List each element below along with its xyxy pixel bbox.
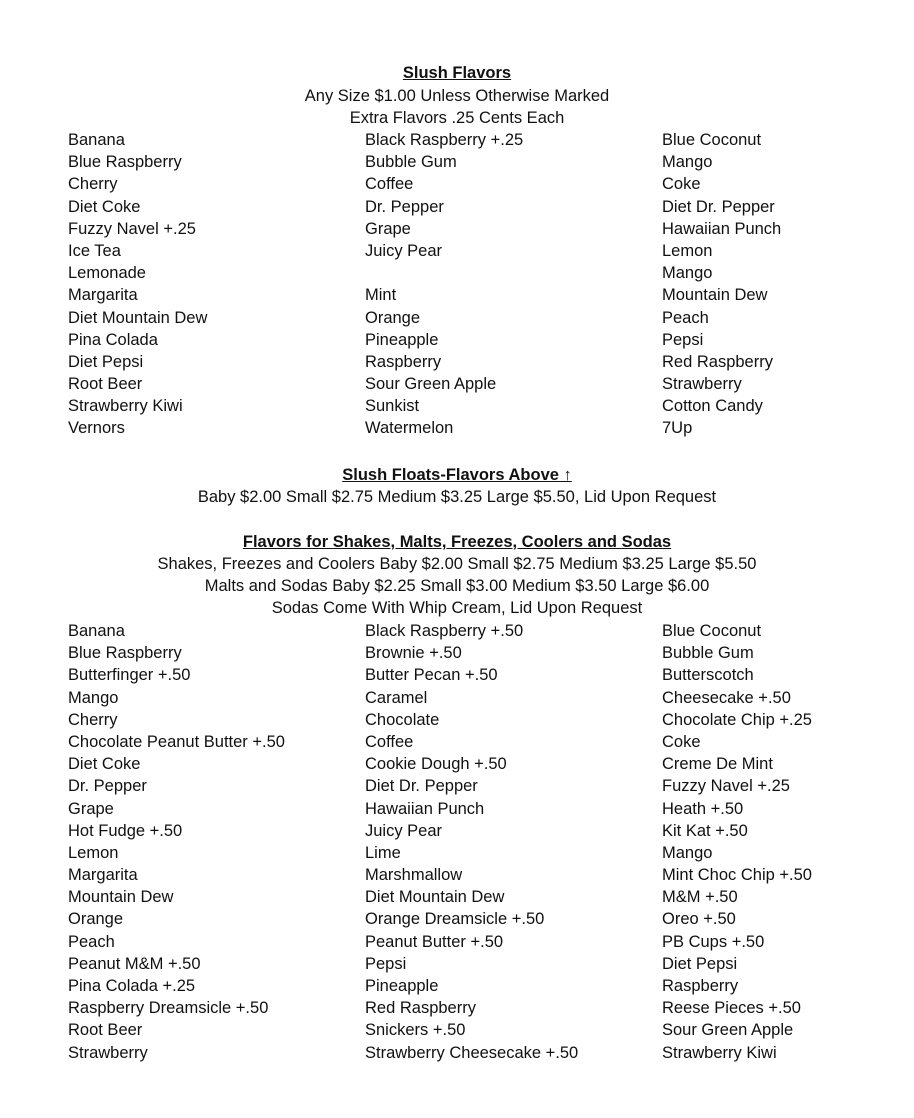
flavor-item: Vernors [68,419,125,438]
flavor-item: Oreo +.50 [662,910,736,929]
flavor-item: Coke [662,175,701,194]
flavor-item: Root Beer [68,375,143,394]
shakes-column-2 [365,620,662,1064]
flavor-item: Creme De Mint [662,755,773,774]
flavor-item: Lemonade [68,264,146,283]
flavor-item: PB Cups +.50 [662,932,765,951]
flavor-item: Mountain Dew [662,286,768,305]
flavor-item: Dr. Pepper [68,777,147,796]
flavor-item: Caramel [365,688,428,707]
flavor-item: Peanut M&M +.50 [68,954,201,973]
slush-extra-line: Extra Flavors .25 Cents Each [349,109,565,127]
flavor-item: Cheesecake +.50 [662,688,791,707]
flavor-item: Coffee [365,175,414,194]
flavor-item: Fuzzy Navel +.25 [68,219,196,238]
flavor-item: Grape [365,219,411,238]
flavor-item: Strawberry [68,1043,148,1062]
flavor-item: Grape [68,799,114,818]
flavor-item: Blue Coconut [662,622,762,640]
flavor-item: M&M +.50 [662,888,738,907]
flavor-item: Coffee [365,732,414,751]
flavor-item: Mountain Dew [68,888,174,907]
shakes-column-1 [68,620,365,1064]
flavor-item: Bubble Gum [365,153,457,172]
flavor-item: Diet Dr. Pepper [662,197,775,216]
flavor-item: Diet Mountain Dew [68,308,208,327]
flavor-item: Juicy Pear [365,241,443,260]
flavor-item: Chocolate Chip +.25 [662,710,812,729]
flavor-item: Pineapple [365,977,439,995]
flavor-item: Strawberry [662,375,742,394]
flavor-item: Orange [365,308,421,327]
flavor-item: Pineapple [365,330,439,349]
slush-heading: Slush Flavors [402,64,512,82]
flavor-item: Peach [68,932,115,951]
flavor-item: Fuzzy Navel +.25 [662,777,790,796]
flavor-item: Chocolate Peanut Butter +.50 [68,732,285,751]
flavor-item: Black Raspberry +.25 [365,131,524,149]
flavor-item: Brownie +.50 [365,644,462,663]
flavor-item: Pepsi [365,954,407,973]
flavor-item: Raspberry Dreamsicle +.50 [68,999,269,1018]
flavor-item: Butter Pecan +.50 [365,666,498,685]
flavor-item: Sunkist [365,397,420,416]
flavor-item: Strawberry Kiwi [68,397,183,416]
flavor-item: Lime [365,843,401,862]
flavor-item: Mint Choc Chip +.50 [662,866,812,885]
flavor-item: Blue Raspberry [68,644,182,663]
flavor-item: Banana [68,131,125,149]
flavor-item: Lemon [662,241,713,260]
flavor-item: Hawaiian Punch [662,219,782,238]
malts-price-line: Malts and Sodas Baby $2.25 Small $3.00 Medium $3.50 Large $6.00 [204,577,710,595]
flavor-item: Raspberry [662,977,739,995]
flavor-item: Red Raspberry [662,352,773,371]
flavor-item: Diet Coke [68,755,141,774]
flavor-item: Mango [662,264,713,283]
flavor-item: Butterfinger +.50 [68,666,191,685]
flavor-item: Cherry [68,710,118,729]
flavor-item: Margarita [68,866,138,885]
flavor-item: Chocolate [365,710,440,729]
flavor-item: Cotton Candy [662,397,763,416]
flavor-item: Orange Dreamsicle +.50 [365,910,545,929]
flavor-item: Diet Coke [68,197,141,216]
slush-column-2 [365,129,662,440]
flavor-item: Pepsi [662,330,704,349]
flavor-item: Mint [365,286,397,305]
flavor-item: Marshmallow [365,866,463,885]
flavor-item: Diet Dr. Pepper [365,777,478,796]
flavor-item: Mango [68,688,119,707]
flavor-item: Dr. Pepper [365,197,444,216]
flavor-item: Butterscotch [662,666,754,685]
flavor-item: Juicy Pear [365,821,443,840]
flavor-item: Ice Tea [68,241,121,260]
flavor-item: Root Beer [68,1021,143,1040]
flavor-item [365,262,662,284]
flavor-item: Snickers +.50 [365,1021,466,1040]
flavor-item: Cherry [68,175,118,194]
flavor-item: Hot Fudge +.50 [68,821,183,840]
slush-price-line: Any Size $1.00 Unless Otherwise Marked [304,87,610,105]
flavor-item: Strawberry Cheesecake +.50 [365,1043,579,1062]
flavor-item: Black Raspberry +.50 [365,622,524,640]
flavor-item: 7Up [662,419,693,438]
flavor-item: Orange [68,910,124,929]
flavor-item: Mango [662,153,713,172]
flavor-item: Blue Raspberry [68,153,182,172]
flavor-item: Mango [662,843,713,862]
flavor-item: Reese Pieces +.50 [662,999,801,1018]
flavor-item: Watermelon [365,419,454,438]
floats-price-line: Baby $2.00 Small $2.75 Medium $3.25 Large $5.50, Lid Upon Request [197,488,717,506]
flavor-item: Sour Green Apple [365,375,497,394]
flavor-item: Bubble Gum [662,644,754,663]
flavor-item: Blue Coconut [662,131,762,149]
flavor-item: Heath +.50 [662,799,744,818]
flavor-item: Kit Kat +.50 [662,821,748,840]
slush-column-1 [68,129,365,440]
flavor-item: Raspberry [365,352,442,371]
flavor-item: Diet Pepsi [68,352,144,371]
flavor-item: Pina Colada +.25 [68,977,196,995]
shakes-column-3 [662,620,914,1064]
flavor-item: Strawberry Kiwi [662,1043,777,1062]
flavor-item: Margarita [68,286,138,305]
flavor-item: Lemon [68,843,119,862]
slush-column-3 [662,129,914,440]
sodas-note-line: Sodas Come With Whip Cream, Lid Upon Request [271,599,643,617]
flavor-item: Peach [662,308,709,327]
flavor-item: Sour Green Apple [662,1021,794,1040]
flavor-item: Pina Colada [68,330,158,349]
flavor-item: Banana [68,622,125,640]
flavor-item: Diet Pepsi [662,954,738,973]
flavor-item: Peanut Butter +.50 [365,932,504,951]
flavor-item: Red Raspberry [365,999,476,1018]
shakes-price-line: Shakes, Freezes and Coolers Baby $2.00 Small $2.75 Medium $3.25 Large $5.50 [157,555,757,573]
floats-heading: Slush Floats-Flavors Above ↑ [342,466,572,484]
flavor-item: Hawaiian Punch [365,799,485,818]
flavor-item: Diet Mountain Dew [365,888,505,907]
flavor-item: Cookie Dough +.50 [365,755,507,774]
shakes-heading: Flavors for Shakes, Malts, Freezes, Coolers and Sodas [242,533,672,551]
flavor-item: Coke [662,732,701,751]
